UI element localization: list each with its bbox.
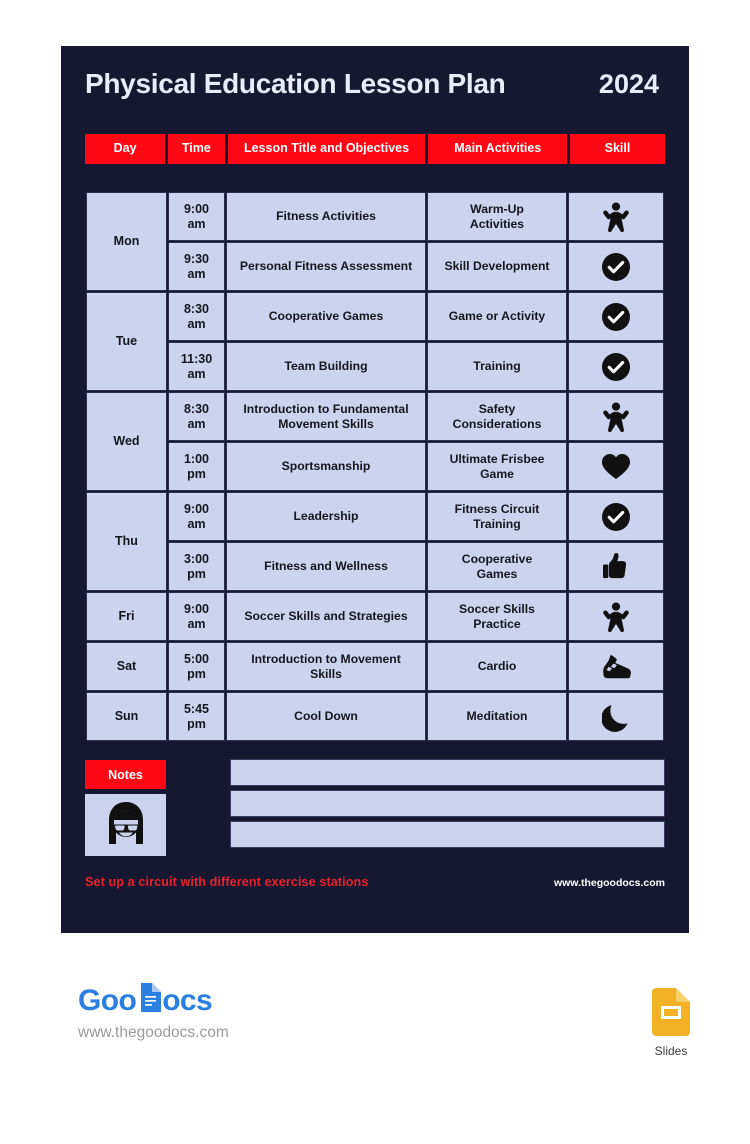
note-line[interactable] [230, 821, 665, 848]
cell-skill [568, 192, 664, 241]
cell-skill [568, 642, 664, 691]
table-row [86, 542, 664, 591]
cell-day: Sun [86, 692, 167, 741]
cell-main-activity: Game or Activity [427, 292, 567, 341]
logo-text-part1: Goo [78, 983, 137, 1017]
table-header-strip [85, 134, 665, 164]
cell-skill [568, 292, 664, 341]
google-slides-icon [652, 1023, 690, 1040]
column-header-lesson: Lesson Title and Objectives [228, 134, 426, 164]
goodocs-logo [78, 983, 229, 1042]
cell-time: 5:00 pm [168, 642, 225, 691]
notes-lines [230, 759, 665, 848]
shoe-icon [571, 654, 661, 680]
cell-day: Thu [86, 492, 167, 591]
page-title: Physical Education Lesson Plan [85, 68, 506, 99]
lesson-schedule-table [85, 191, 665, 742]
table-row [86, 592, 664, 641]
cell-main-activity: Skill Development [427, 242, 567, 291]
cell-skill [568, 242, 664, 291]
table-row [86, 642, 664, 691]
person-icon [571, 402, 661, 432]
thumbs-up-icon [571, 552, 661, 581]
cell-lesson-title: Leadership [226, 492, 426, 541]
cell-main-activity: Soccer Skills Practice [427, 592, 567, 641]
column-header-day: Day [85, 134, 165, 164]
check-circle-icon [571, 502, 661, 532]
table-row [86, 292, 664, 341]
check-circle-icon [571, 302, 661, 332]
cell-skill [568, 492, 664, 541]
footer-url: www.thegoodocs.com [78, 1024, 229, 1041]
cell-time: 11:30 am [168, 342, 225, 391]
cell-day: Sat [86, 642, 167, 691]
table-row [86, 342, 664, 391]
cell-time: 8:30 am [168, 392, 225, 441]
cell-main-activity: Cooperative Games [427, 542, 567, 591]
avatar-face-icon [104, 800, 148, 851]
table-row [86, 192, 664, 241]
cell-main-activity: Fitness Circuit Training [427, 492, 567, 541]
year-label: 2024 [598, 69, 659, 99]
avatar [85, 794, 166, 856]
cell-main-activity: Safety Considerations [427, 392, 567, 441]
cell-time: 5:45 pm [168, 692, 225, 741]
logo-text-part2: ocs [162, 983, 213, 1017]
cell-day: Tue [86, 292, 167, 391]
cell-lesson-title: Cooperative Games [226, 292, 426, 341]
check-circle-icon [571, 352, 661, 382]
cell-skill [568, 342, 664, 391]
column-header-time: Time [168, 134, 224, 164]
cell-time: 9:00 am [168, 592, 225, 641]
slides-label: Slides [654, 1044, 688, 1058]
cell-skill [568, 592, 664, 641]
notes-hint-text: Set up a circuit with different exercise stations [85, 875, 369, 889]
cell-skill [568, 392, 664, 441]
cell-skill [568, 442, 664, 491]
cell-lesson-title: Fitness and Wellness [226, 542, 426, 591]
cell-time: 8:30 am [168, 292, 225, 341]
column-header-activity: Main Activities [428, 134, 567, 164]
cell-day: Fri [86, 592, 167, 641]
heart-icon [571, 453, 661, 480]
cell-lesson-title: Sportsmanship [226, 442, 426, 491]
poster-header [85, 68, 665, 100]
goodocs-wordmark [78, 983, 229, 1018]
cell-skill [568, 542, 664, 591]
cell-main-activity: Warm-Up Activities [427, 192, 567, 241]
cell-time: 9:30 am [168, 242, 225, 291]
table-row [86, 442, 664, 491]
cell-lesson-title: Soccer Skills and Strategies [226, 592, 426, 641]
check-circle-icon [571, 252, 661, 282]
cell-lesson-title: Introduction to Movement Skills [226, 642, 426, 691]
lesson-plan-poster [61, 46, 689, 933]
cell-time: 3:00 pm [168, 542, 225, 591]
poster-website: www.thegoodocs.com [553, 877, 665, 889]
notes-badge: Notes [85, 760, 166, 789]
cell-lesson-title: Personal Fitness Assessment [226, 242, 426, 291]
cell-lesson-title: Fitness Activities [226, 192, 426, 241]
cell-main-activity: Cardio [427, 642, 567, 691]
table-row [86, 692, 664, 741]
note-line[interactable] [230, 790, 665, 817]
cell-day: Mon [86, 192, 167, 291]
column-header-skill: Skill [570, 134, 665, 164]
cell-time: 9:00 am [168, 192, 225, 241]
table-row [86, 242, 664, 291]
cell-lesson-title: Introduction to Fundamental Movement Skills [226, 392, 426, 441]
person-icon [571, 602, 661, 632]
note-line[interactable] [230, 759, 665, 786]
cell-main-activity: Meditation [427, 692, 567, 741]
cell-lesson-title: Team Building [226, 342, 426, 391]
cell-time: 1:00 pm [168, 442, 225, 491]
table-row [86, 492, 664, 541]
cell-time: 9:00 am [168, 492, 225, 541]
cell-skill [568, 692, 664, 741]
table-row [86, 392, 664, 441]
moon-icon [571, 702, 661, 732]
person-icon [571, 202, 661, 232]
cell-main-activity: Training [427, 342, 567, 391]
cell-lesson-title: Cool Down [226, 692, 426, 741]
cell-main-activity: Ultimate Frisbee Game [427, 442, 567, 491]
google-slides-badge[interactable] [648, 988, 694, 1058]
document-icon [138, 983, 161, 1018]
cell-day: Wed [86, 392, 167, 491]
